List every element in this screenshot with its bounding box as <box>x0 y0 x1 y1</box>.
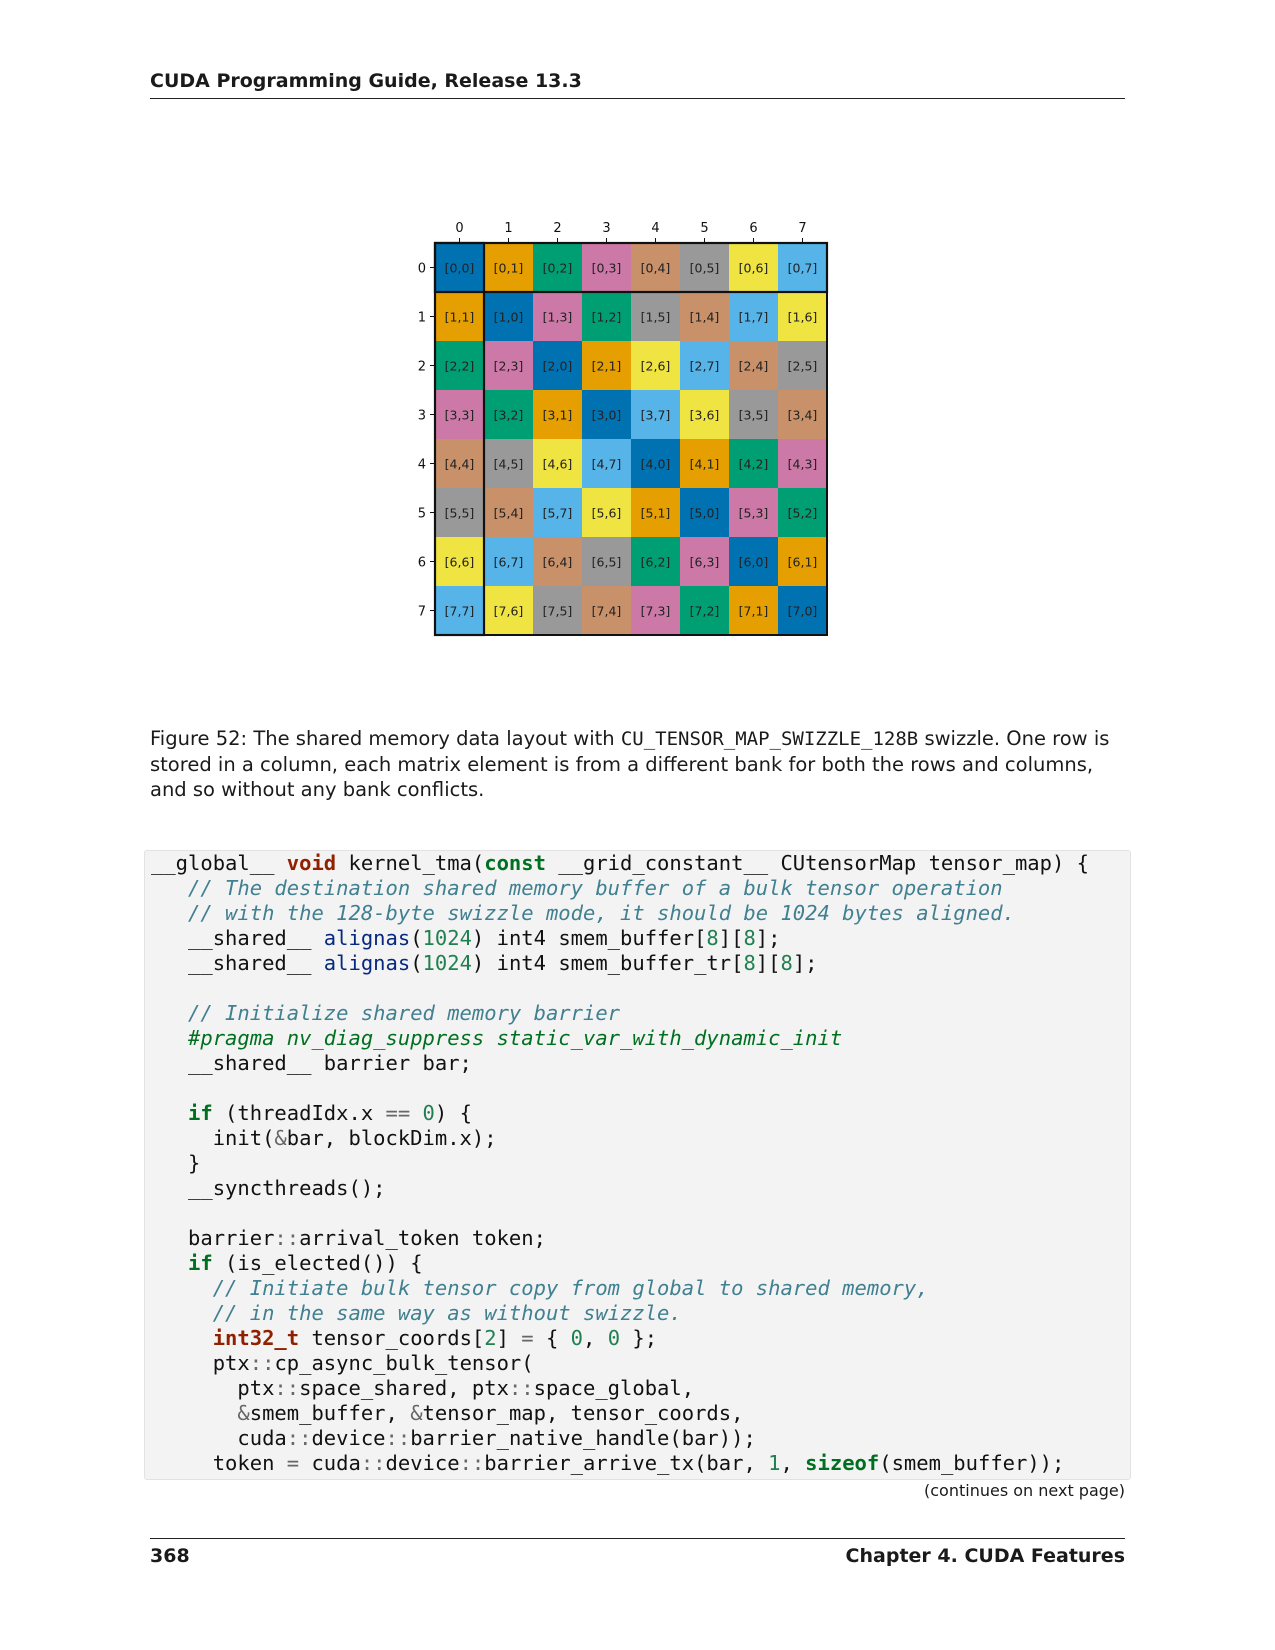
code-token: ( <box>410 951 423 975</box>
cell-label: [0,4] <box>640 260 671 276</box>
cell-label: [4,6] <box>542 456 573 472</box>
code-token: :: <box>274 1376 300 1400</box>
code-token: ] <box>496 1326 522 1350</box>
cell-label: [5,5] <box>444 505 475 521</box>
code-token: :: <box>385 1426 411 1450</box>
code-token <box>151 1251 188 1275</box>
code-token: barrier_native_handle(bar)); <box>410 1426 756 1450</box>
cell-label: [6,7] <box>493 554 524 570</box>
row-tick-label: 6 <box>417 555 426 571</box>
cell-label: [1,4] <box>689 309 720 325</box>
code-token <box>410 1101 422 1125</box>
code-token: smem_buffer, <box>249 1401 411 1425</box>
cell-label: [3,1] <box>542 407 573 423</box>
code-token: // Initiate bulk tensor copy from global to shared memory, <box>212 1276 929 1300</box>
code-token: alignas <box>323 926 411 950</box>
code-token: 2 <box>484 1326 497 1350</box>
cell-label: [7,0] <box>787 603 818 619</box>
code-token: const <box>484 851 546 875</box>
code-token: ptx <box>151 1376 275 1400</box>
code-token: 1 <box>768 1451 781 1475</box>
code-token: cuda <box>151 1426 287 1450</box>
code-line <box>151 1301 1130 1326</box>
col-tick-label: 2 <box>553 221 562 236</box>
cell-label: [6,5] <box>591 554 622 570</box>
code-line <box>151 1076 1130 1101</box>
col-tick-label: 3 <box>602 221 611 236</box>
cell-label: [6,1] <box>787 554 818 570</box>
cell-label: [2,4] <box>738 358 769 374</box>
code-token: (is_elected()) { <box>212 1251 423 1275</box>
cell-label: [5,1] <box>640 505 671 521</box>
cell-label: [3,2] <box>493 407 524 423</box>
cell-label: [1,7] <box>738 309 769 325</box>
row-tick-label: 5 <box>417 506 426 522</box>
code-token <box>151 901 188 925</box>
code-line <box>151 1376 1130 1401</box>
code-line <box>151 1426 1130 1451</box>
code-token: :: <box>360 1451 386 1475</box>
code-token <box>151 1401 237 1425</box>
row-tick-label: 3 <box>417 408 426 424</box>
code-line <box>151 1351 1130 1376</box>
code-line <box>151 1326 1130 1351</box>
cell-label: [1,2] <box>591 309 622 325</box>
code-token: 8 <box>706 926 719 950</box>
code-token: cuda <box>299 1451 361 1475</box>
code-token: if <box>188 1101 213 1125</box>
cell-label: [7,2] <box>689 603 720 619</box>
code-token: & <box>237 1401 250 1425</box>
cell-label: [4,7] <box>591 456 622 472</box>
cell-label: [6,6] <box>444 554 475 570</box>
caption-prefix: Figure 52: The shared memory data layout with <box>150 727 621 750</box>
swizzle-grid <box>400 210 860 670</box>
col-tick-label: 0 <box>455 221 464 236</box>
chapter-title: Chapter 4. CUDA Features <box>845 1545 1125 1567</box>
col-tick-label: 7 <box>798 221 807 236</box>
code-line <box>151 876 1130 901</box>
code-token: ]; <box>792 951 818 975</box>
code-token: __shared__ barrier bar; <box>151 1051 472 1075</box>
cell-label: [7,5] <box>542 603 573 619</box>
code-token: token <box>151 1451 287 1475</box>
code-line <box>151 1251 1130 1276</box>
code-token: // Initialize shared memory barrier <box>188 1001 621 1025</box>
code-token: if <box>188 1251 213 1275</box>
code-token: ( <box>410 926 423 950</box>
code-token: & <box>410 1401 423 1425</box>
code-block <box>144 850 1131 1480</box>
running-header <box>150 70 1125 99</box>
cell-label: [2,3] <box>493 358 524 374</box>
code-line <box>151 976 1130 1001</box>
code-token: 1024 <box>422 926 472 950</box>
code-token: space_shared, ptx <box>299 1376 509 1400</box>
col-tick-label: 1 <box>504 221 513 236</box>
code-token: ][ <box>755 951 781 975</box>
code-token: void <box>286 851 337 875</box>
code-token: } <box>151 1151 201 1175</box>
code-token: int32_t <box>212 1326 300 1350</box>
cell-label: [1,1] <box>444 309 475 325</box>
code-token: = <box>286 1451 300 1475</box>
code-token: bar, blockDim.x); <box>286 1126 497 1150</box>
cell-label: [5,7] <box>542 505 573 521</box>
code-line <box>151 1401 1130 1426</box>
continues-note: (continues on next page) <box>924 1481 1125 1500</box>
code-line <box>151 851 1130 876</box>
cell-label: [1,6] <box>787 309 818 325</box>
code-token: // with the 128-byte swizzle mode, it should be 1024 bytes aligned. <box>188 901 1015 925</box>
code-line <box>151 1101 1130 1126</box>
running-footer <box>150 1538 1125 1567</box>
code-token: ptx <box>151 1351 250 1375</box>
cell-label: [0,6] <box>738 260 769 276</box>
code-token: :: <box>286 1426 312 1450</box>
cell-label: [4,1] <box>689 456 720 472</box>
cell-label: [5,0] <box>689 505 720 521</box>
figure-caption <box>150 726 1130 802</box>
code-token: kernel_tma( <box>336 851 485 875</box>
cell-label: [3,3] <box>444 407 475 423</box>
code-token: 8 <box>743 951 756 975</box>
cell-label: [6,3] <box>689 554 720 570</box>
code-token: 0 <box>607 1326 621 1350</box>
row-tick-label: 1 <box>417 310 426 326</box>
cell-label: [7,4] <box>591 603 622 619</box>
code-line <box>151 1026 1130 1051</box>
code-token: ][ <box>718 926 744 950</box>
code-token: cp_async_bulk_tensor( <box>274 1351 534 1375</box>
code-line <box>151 1126 1130 1151</box>
cell-label: [6,0] <box>738 554 769 570</box>
code-line <box>151 1201 1130 1226</box>
code-token: , <box>780 1451 806 1475</box>
cell-label: [2,7] <box>689 358 720 374</box>
row-tick-label: 7 <box>417 604 426 620</box>
code-token: sizeof <box>805 1451 880 1475</box>
cell-label: [3,0] <box>591 407 622 423</box>
code-token <box>151 1101 188 1125</box>
col-tick-label: 4 <box>651 221 660 236</box>
cell-label: [7,7] <box>444 603 475 619</box>
code-token: barrier_arrive_tx(bar, <box>484 1451 769 1475</box>
code-token: ) int4 smem_buffer_tr[ <box>471 951 744 975</box>
cell-label: [2,0] <box>542 358 573 374</box>
code-token <box>151 1301 213 1325</box>
code-token: 1024 <box>422 951 472 975</box>
cell-label: [4,2] <box>738 456 769 472</box>
cell-label: [0,2] <box>542 260 573 276</box>
code-token: __global__ <box>151 851 287 875</box>
cell-label: [3,6] <box>689 407 720 423</box>
code-line <box>151 1051 1130 1076</box>
row-tick-label: 2 <box>417 359 426 375</box>
code-token: }; <box>620 1326 658 1350</box>
code-token: :: <box>249 1351 275 1375</box>
cell-label: [7,3] <box>640 603 671 619</box>
code-token: & <box>274 1126 287 1150</box>
code-line <box>151 951 1130 976</box>
code-token: __shared__ <box>151 926 324 950</box>
code-token <box>151 876 188 900</box>
cell-label: [0,3] <box>591 260 622 276</box>
code-line <box>151 901 1130 926</box>
cell-label: [5,2] <box>787 505 818 521</box>
cell-label: [5,4] <box>493 505 524 521</box>
cell-label: [7,6] <box>493 603 524 619</box>
cell-label: [5,3] <box>738 505 769 521</box>
cell-label: [5,6] <box>591 505 622 521</box>
code-token: (threadIdx.x <box>212 1101 386 1125</box>
cell-label: [4,3] <box>787 456 818 472</box>
code-token: ) { <box>434 1101 472 1125</box>
code-line <box>151 1176 1130 1201</box>
code-token: = <box>521 1326 534 1350</box>
caption-code: CU_TENSOR_MAP_SWIZZLE_128B <box>620 728 919 750</box>
code-token: __syncthreads(); <box>151 1176 386 1200</box>
cell-label: [6,2] <box>640 554 671 570</box>
cell-label: [6,4] <box>542 554 573 570</box>
row-tick-label: 4 <box>417 457 426 473</box>
code-token: (smem_buffer)); <box>879 1451 1065 1475</box>
code-token: :: <box>274 1226 300 1250</box>
code-token: :: <box>508 1376 534 1400</box>
cell-label: [4,5] <box>493 456 524 472</box>
code-token: tensor_map, tensor_coords, <box>422 1401 744 1425</box>
header-title: CUDA Programming Guide, Release 13.3 <box>150 70 582 92</box>
code-token: tensor_coords[ <box>299 1326 485 1350</box>
cell-label: [1,5] <box>640 309 671 325</box>
cell-label: [2,2] <box>444 358 475 374</box>
cell-label: [4,0] <box>640 456 671 472</box>
code-token: == <box>385 1101 411 1125</box>
code-token: // in the same way as without swizzle. <box>212 1301 682 1325</box>
code-line <box>151 1226 1130 1251</box>
cell-label: [1,3] <box>542 309 573 325</box>
col-tick-label: 6 <box>749 221 758 236</box>
cell-label: [2,6] <box>640 358 671 374</box>
swizzle-layout-figure <box>400 210 860 670</box>
code-token <box>151 1276 213 1300</box>
code-token: , <box>583 1326 608 1350</box>
code-token: { <box>533 1326 571 1350</box>
code-token <box>151 1001 188 1025</box>
page-number: 368 <box>150 1545 190 1567</box>
code-token: device <box>311 1426 386 1450</box>
cell-label: [2,1] <box>591 358 622 374</box>
code-token: __shared__ <box>151 951 324 975</box>
row-tick-label: 0 <box>417 261 426 277</box>
col-tick-label: 5 <box>700 221 709 236</box>
cell-label: [2,5] <box>787 358 818 374</box>
code-token: barrier <box>151 1226 275 1250</box>
code-line <box>151 1276 1130 1301</box>
code-token: 8 <box>780 951 793 975</box>
cell-label: [0,0] <box>444 260 475 276</box>
code-line <box>151 1151 1130 1176</box>
code-token: 8 <box>743 926 756 950</box>
code-token: 0 <box>570 1326 584 1350</box>
code-token: init( <box>151 1126 275 1150</box>
cell-label: [3,7] <box>640 407 671 423</box>
code-token: alignas <box>323 951 411 975</box>
cell-label: [0,7] <box>787 260 818 276</box>
code-token: arrival_token token; <box>299 1226 546 1250</box>
cell-label: [1,0] <box>493 309 524 325</box>
code-token: 0 <box>422 1101 435 1125</box>
code-line <box>151 926 1130 951</box>
cell-label: [3,5] <box>738 407 769 423</box>
cell-label: [0,5] <box>689 260 720 276</box>
code-token: __grid_constant__ CUtensorMap tensor_map) { <box>545 851 1090 875</box>
code-token: ) int4 smem_buffer[ <box>471 926 707 950</box>
cell-label: [0,1] <box>493 260 524 276</box>
code-token: // The destination shared memory buffer of a bulk tensor operation <box>188 876 1003 900</box>
code-line <box>151 1451 1130 1476</box>
caption-suffix: swizzle. One row is stored in a column, each matrix element is from a different bank for both the rows and columns, and so without any bank conflicts. <box>150 727 1110 801</box>
cell-label: [3,4] <box>787 407 818 423</box>
code-token: #pragma nv_diag_suppress static_var_with_dynamic_init <box>188 1026 843 1050</box>
cell-label: [7,1] <box>738 603 769 619</box>
code-token: :: <box>459 1451 485 1475</box>
code-token: device <box>385 1451 460 1475</box>
code-token: ]; <box>755 926 781 950</box>
cell-label: [4,4] <box>444 456 475 472</box>
code-token: space_global, <box>533 1376 695 1400</box>
code-token <box>151 1326 213 1350</box>
code-token <box>151 1026 188 1050</box>
code-line <box>151 1001 1130 1026</box>
